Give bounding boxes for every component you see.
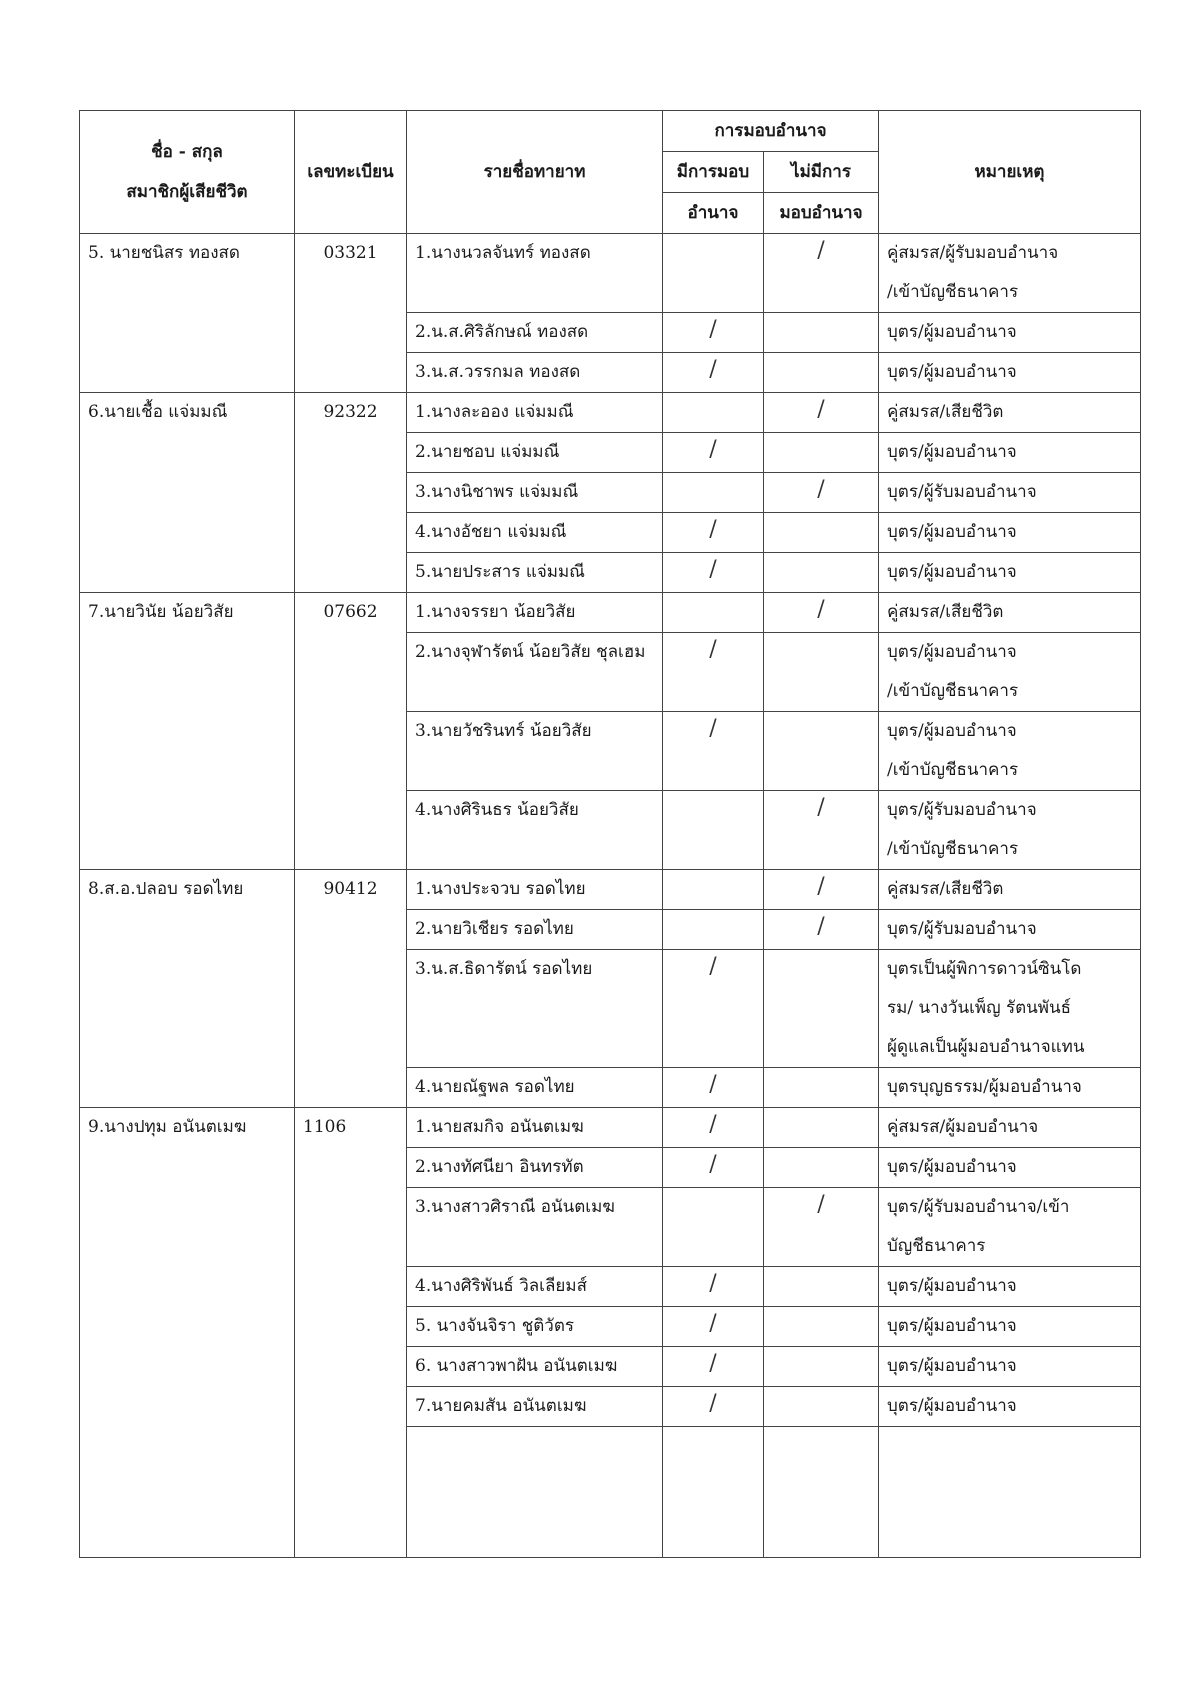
remark-line: บุตร/ผู้มอบอำนาจ xyxy=(887,322,1017,342)
reg-no-value: 07662 xyxy=(323,602,378,622)
remark-line: คู่สมรส/เสียชีวิต xyxy=(887,402,1004,422)
not-delegated-cell xyxy=(764,910,879,950)
check-mark: / xyxy=(709,954,717,979)
check-mark: / xyxy=(709,1311,717,1336)
remark-cell xyxy=(879,791,1141,870)
remark-line: บุตรบุญธรรม/ผู้มอบอำนาจ xyxy=(887,1077,1082,1097)
empty-cell xyxy=(764,1427,879,1558)
remark-cell xyxy=(879,870,1141,910)
delegated-cell xyxy=(663,393,764,433)
check-mark: / xyxy=(709,517,717,542)
deceased-member-name: 9.นางปทุม อนันตเมฆ xyxy=(88,1117,247,1137)
delegated-cell xyxy=(663,1347,764,1387)
remark-line: คู่สมรส/ผู้มอบอำนาจ xyxy=(887,1117,1039,1137)
heir-name: 3.นางสาวศิราณี อนันตเมฆ xyxy=(415,1197,615,1217)
remark-line: ผู้ดูแลเป็นผู้มอบอำนาจแทน xyxy=(887,1037,1085,1057)
heir-name-cell xyxy=(407,1108,663,1148)
reg-no-value: 1106 xyxy=(303,1117,347,1137)
not-delegated-cell xyxy=(764,1068,879,1108)
delegated-cell xyxy=(663,1148,764,1188)
deceased-member-name: 5. นายชนิสร ทองสด xyxy=(88,243,240,263)
check-mark: / xyxy=(817,795,825,820)
check-mark: / xyxy=(817,477,825,502)
heir-name-cell xyxy=(407,712,663,791)
delegated-cell xyxy=(663,313,764,353)
deceased-member-cell xyxy=(80,234,295,393)
check-mark: / xyxy=(709,1152,717,1177)
heir-name-cell xyxy=(407,791,663,870)
not-delegated-cell xyxy=(764,712,879,791)
delegated-cell xyxy=(663,513,764,553)
heir-name-cell xyxy=(407,433,663,473)
remark-line: บุตร/ผู้มอบอำนาจ xyxy=(887,562,1017,582)
remark-cell xyxy=(879,393,1141,433)
heir-name: 1.นางจรรยา น้อยวิสัย xyxy=(415,602,576,622)
not-delegated-cell xyxy=(764,313,879,353)
empty-cell xyxy=(663,1427,764,1558)
remark-line: บุตร/ผู้รับมอบอำนาจ/เข้า xyxy=(887,1197,1070,1217)
delegated-cell xyxy=(663,1267,764,1307)
remark-cell xyxy=(879,433,1141,473)
heir-name: 6. นางสาวพาฝัน อนันตเมฆ xyxy=(415,1356,618,1376)
delegated-cell xyxy=(663,950,764,1068)
heir-name: 4.นางศิรินธร น้อยวิสัย xyxy=(415,800,579,820)
heir-name-cell xyxy=(407,313,663,353)
header-deceased-line1: ชื่อ - สกุล xyxy=(151,142,223,162)
delegated-cell xyxy=(663,553,764,593)
delegated-cell xyxy=(663,712,764,791)
empty-cell xyxy=(879,1427,1141,1558)
remark-cell xyxy=(879,1267,1141,1307)
not-delegated-cell xyxy=(764,1307,879,1347)
not-delegated-cell xyxy=(764,234,879,313)
heir-name-cell xyxy=(407,1347,663,1387)
not-delegated-cell xyxy=(764,353,879,393)
heir-name-cell xyxy=(407,1387,663,1427)
remark-line: บุตร/ผู้รับมอบอำนาจ xyxy=(887,482,1037,502)
delegated-cell xyxy=(663,870,764,910)
heir-name: 7.นายคมสัน อนันตเมฆ xyxy=(415,1396,587,1416)
delegated-cell xyxy=(663,593,764,633)
reg-no-value: 90412 xyxy=(323,879,378,899)
check-mark: / xyxy=(817,238,825,263)
not-delegated-cell xyxy=(764,513,879,553)
check-mark: / xyxy=(817,597,825,622)
delegated-cell xyxy=(663,353,764,393)
remark-cell xyxy=(879,513,1141,553)
check-mark: / xyxy=(709,637,717,662)
document-page xyxy=(79,110,1140,1558)
header-not-delegated-line2: มอบอำนาจ xyxy=(764,193,879,234)
remark-line: คู่สมรส/เสียชีวิต xyxy=(887,602,1004,622)
heir-name-cell xyxy=(407,870,663,910)
not-delegated-cell xyxy=(764,473,879,513)
heir-name-cell xyxy=(407,553,663,593)
heir-name-cell xyxy=(407,910,663,950)
remark-line: บุตร/ผู้มอบอำนาจ xyxy=(887,1157,1017,1177)
deceased-member-name: 6.นายเชื้อ แจ่มมณี xyxy=(88,402,228,422)
reg-no-cell xyxy=(295,393,407,593)
heir-name: 2.นางทัศนียา อินทรทัต xyxy=(415,1157,584,1177)
remark-line: บุตร/ผู้มอบอำนาจ xyxy=(887,522,1017,542)
remark-cell xyxy=(879,1148,1141,1188)
heir-name-cell xyxy=(407,1148,663,1188)
heir-name-cell xyxy=(407,353,663,393)
check-mark: / xyxy=(709,437,717,462)
check-mark: / xyxy=(709,1271,717,1296)
remark-line: บุตร/ผู้รับมอบอำนาจ xyxy=(887,919,1037,939)
not-delegated-cell xyxy=(764,870,879,910)
reg-no-cell xyxy=(295,234,407,393)
remark-line: /เข้าบัญชีธนาคาร xyxy=(887,681,1019,701)
heir-name: 1.นางนวลจันทร์ ทองสด xyxy=(415,243,591,263)
remark-cell xyxy=(879,553,1141,593)
reg-no-value: 92322 xyxy=(323,402,378,422)
deceased-member-cell xyxy=(80,870,295,1108)
heir-name: 1.นายสมกิจ อนันตเมฆ xyxy=(415,1117,584,1137)
not-delegated-cell xyxy=(764,1108,879,1148)
not-delegated-cell xyxy=(764,433,879,473)
remark-line: รม/ นางวันเพ็ญ รัตนพันธ์ xyxy=(887,998,1072,1018)
reg-no-value: 03321 xyxy=(323,243,378,263)
delegated-cell xyxy=(663,791,764,870)
delegated-cell xyxy=(663,1068,764,1108)
remark-line: /เข้าบัญชีธนาคาร xyxy=(887,760,1019,780)
remark-line: บุตรเป็นผู้พิการดาวน์ซินโด xyxy=(887,959,1082,979)
check-mark: / xyxy=(709,1112,717,1137)
heir-name-cell xyxy=(407,1068,663,1108)
header-deceased-member xyxy=(80,111,295,234)
remark-line: บุตร/ผู้มอบอำนาจ xyxy=(887,1396,1017,1416)
check-mark: / xyxy=(709,1391,717,1416)
remark-line: บุตร/ผู้มอบอำนาจ xyxy=(887,642,1017,662)
check-mark: / xyxy=(709,1351,717,1376)
heir-name-cell xyxy=(407,1307,663,1347)
heir-name-cell xyxy=(407,513,663,553)
heir-name: 2.นางจุฬารัตน์ น้อยวิสัย ชุลเฮม xyxy=(415,642,646,662)
deceased-member-name: 7.นายวินัย น้อยวิสัย xyxy=(88,602,234,622)
heir-name: 2.นายชอบ แจ่มมณี xyxy=(415,442,560,462)
remark-line: บุตร/ผู้มอบอำนาจ xyxy=(887,442,1017,462)
remark-cell xyxy=(879,1068,1141,1108)
delegated-cell xyxy=(663,234,764,313)
not-delegated-cell xyxy=(764,1347,879,1387)
header-remarks: หมายเหตุ xyxy=(879,111,1141,234)
heir-name-cell xyxy=(407,1267,663,1307)
reg-no-cell xyxy=(295,870,407,1108)
remark-line: บัญชีธนาคาร xyxy=(887,1236,986,1256)
heir-name: 1.นางละออง แจ่มมณี xyxy=(415,402,574,422)
header-delegated-line1: มีการมอบ xyxy=(663,152,764,193)
heir-name: 5.นายประสาร แจ่มมณี xyxy=(415,562,585,582)
heir-name-cell xyxy=(407,950,663,1068)
check-mark: / xyxy=(817,914,825,939)
remark-line: /เข้าบัญชีธนาคาร xyxy=(887,282,1019,302)
header-delegated-line2: อำนาจ xyxy=(663,193,764,234)
table-row xyxy=(80,1108,1141,1148)
heir-name: 3.น.ส.ธิดารัตน์ รอดไทย xyxy=(415,959,593,979)
remark-cell xyxy=(879,910,1141,950)
remark-line: บุตร/ผู้มอบอำนาจ xyxy=(887,1316,1017,1336)
heir-name-cell xyxy=(407,633,663,712)
remark-cell xyxy=(879,353,1141,393)
delegated-cell xyxy=(663,1188,764,1267)
header-not-delegated-line1: ไม่มีการ xyxy=(764,152,879,193)
check-mark: / xyxy=(709,1072,717,1097)
remark-line: บุตร/ผู้รับมอบอำนาจ xyxy=(887,800,1037,820)
header-reg-no: เลขทะเบียน xyxy=(295,111,407,234)
heir-name: 4.นางศิริพันธ์ วิลเลียมส์ xyxy=(415,1276,587,1296)
table-row xyxy=(80,393,1141,433)
check-mark: / xyxy=(709,716,717,741)
deceased-member-name: 8.ส.อ.ปลอบ รอดไทย xyxy=(88,879,244,899)
header-heirs: รายชื่อทายาท xyxy=(407,111,663,234)
delegated-cell xyxy=(663,910,764,950)
heir-name-cell xyxy=(407,393,663,433)
not-delegated-cell xyxy=(764,1267,879,1307)
table-row xyxy=(80,870,1141,910)
heir-name: 2.นายวิเชียร รอดไทย xyxy=(415,919,574,939)
check-mark: / xyxy=(817,1192,825,1217)
remark-cell xyxy=(879,473,1141,513)
remark-line: คู่สมรส/ผู้รับมอบอำนาจ xyxy=(887,243,1059,263)
delegated-cell xyxy=(663,1307,764,1347)
table-body xyxy=(80,234,1141,1558)
remark-cell xyxy=(879,633,1141,712)
remark-cell xyxy=(879,313,1141,353)
delegated-cell xyxy=(663,1108,764,1148)
delegated-cell xyxy=(663,433,764,473)
delegated-cell xyxy=(663,633,764,712)
not-delegated-cell xyxy=(764,791,879,870)
remark-cell xyxy=(879,1108,1141,1148)
heir-name: 3.นางนิชาพร แจ่มมณี xyxy=(415,482,579,502)
table-row xyxy=(80,234,1141,313)
heir-name-cell xyxy=(407,1188,663,1267)
check-mark: / xyxy=(817,874,825,899)
remark-cell xyxy=(879,1347,1141,1387)
not-delegated-cell xyxy=(764,593,879,633)
table-row xyxy=(80,593,1141,633)
remark-cell xyxy=(879,712,1141,791)
header-delegation-group: การมอบอำนาจ xyxy=(663,111,879,152)
remark-line: บุตร/ผู้มอบอำนาจ xyxy=(887,362,1017,382)
remark-cell xyxy=(879,1188,1141,1267)
heir-name: 3.นายวัชรินทร์ น้อยวิสัย xyxy=(415,721,592,741)
heir-name: 2.น.ส.ศิริลักษณ์ ทองสด xyxy=(415,322,589,342)
remark-line: คู่สมรส/เสียชีวิต xyxy=(887,879,1004,899)
deceased-member-cell xyxy=(80,593,295,870)
not-delegated-cell xyxy=(764,1148,879,1188)
not-delegated-cell xyxy=(764,950,879,1068)
heirs-delegation-table xyxy=(79,110,1141,1558)
not-delegated-cell xyxy=(764,1188,879,1267)
remark-line: บุตร/ผู้มอบอำนาจ xyxy=(887,1276,1017,1296)
remark-cell xyxy=(879,1387,1141,1427)
heir-name-cell xyxy=(407,593,663,633)
header-deceased-line2: สมาชิกผู้เสียชีวิต xyxy=(126,182,248,202)
check-mark: / xyxy=(709,357,717,382)
heir-name: 3.น.ส.วรรกมล ทองสด xyxy=(415,362,581,382)
not-delegated-cell xyxy=(764,393,879,433)
check-mark: / xyxy=(709,557,717,582)
remark-line: บุตร/ผู้มอบอำนาจ xyxy=(887,721,1017,741)
heir-name: 4.นายณัฐพล รอดไทย xyxy=(415,1077,575,1097)
reg-no-cell xyxy=(295,593,407,870)
not-delegated-cell xyxy=(764,553,879,593)
deceased-member-cell xyxy=(80,393,295,593)
heir-name: 4.นางอัชยา แจ่มมณี xyxy=(415,522,567,542)
not-delegated-cell xyxy=(764,1387,879,1427)
delegated-cell xyxy=(663,473,764,513)
check-mark: / xyxy=(709,317,717,342)
remark-cell xyxy=(879,950,1141,1068)
remark-cell xyxy=(879,1307,1141,1347)
check-mark: / xyxy=(817,397,825,422)
not-delegated-cell xyxy=(764,633,879,712)
empty-cell xyxy=(407,1427,663,1558)
heir-name-cell xyxy=(407,234,663,313)
heir-name: 5. นางจันจิรา ชูติวัตร xyxy=(415,1316,575,1336)
remark-cell xyxy=(879,234,1141,313)
remark-cell xyxy=(879,593,1141,633)
remark-line: บุตร/ผู้มอบอำนาจ xyxy=(887,1356,1017,1376)
heir-name-cell xyxy=(407,473,663,513)
delegated-cell xyxy=(663,1387,764,1427)
heir-name: 1.นางประจวบ รอดไทย xyxy=(415,879,586,899)
reg-no-cell xyxy=(295,1108,407,1558)
deceased-member-cell xyxy=(80,1108,295,1558)
remark-line: /เข้าบัญชีธนาคาร xyxy=(887,839,1019,859)
